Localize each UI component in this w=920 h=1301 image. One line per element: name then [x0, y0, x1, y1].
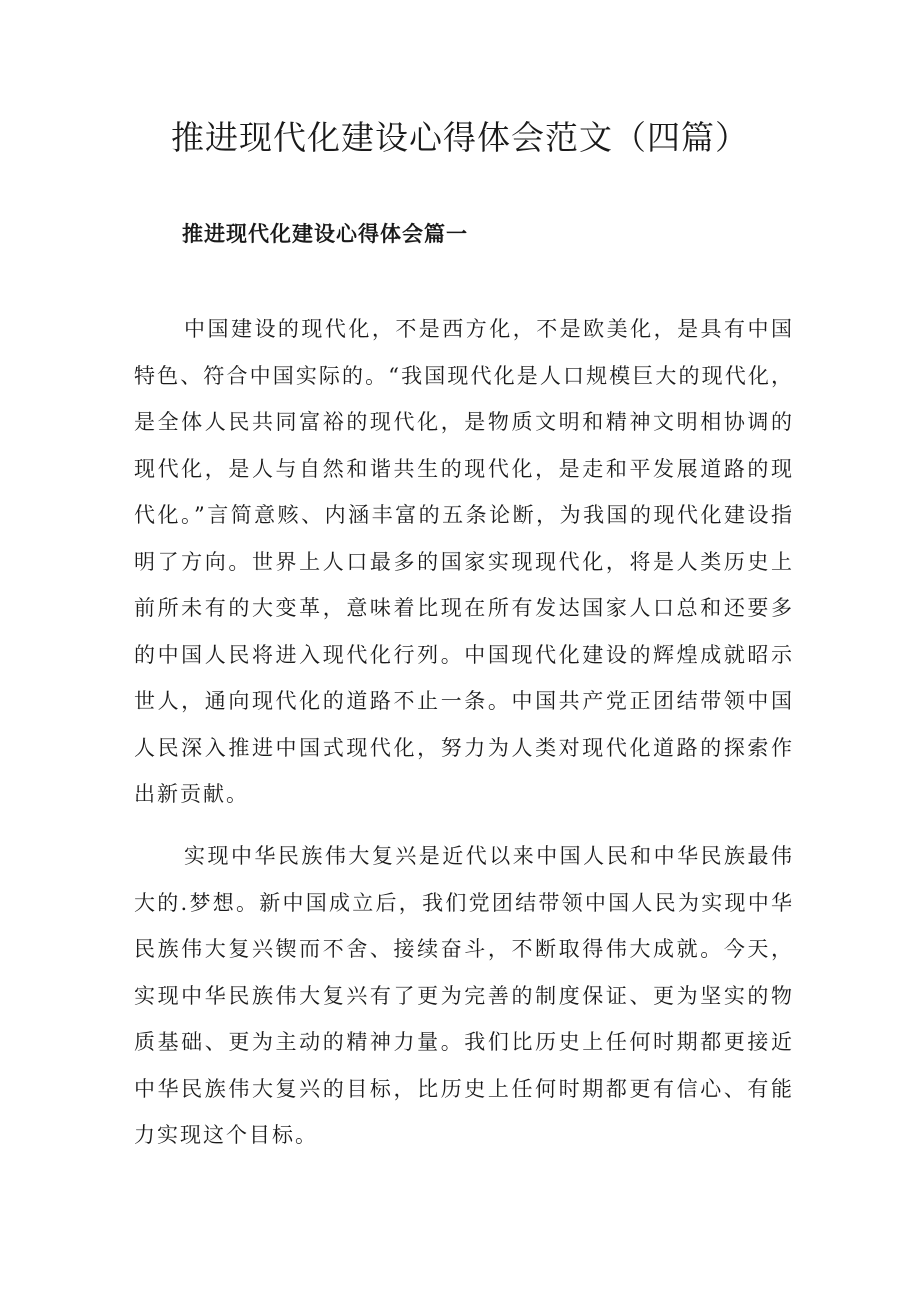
- section-heading: 推进现代化建设心得体会篇一: [182, 222, 468, 246]
- body-paragraph-1: 中国建设的现代化，不是西方化，不是欧美化，是具有中国特色、符合中国实际的。“我国现代化是人口规模巨大的现代化，是全体人民共同富裕的现代化，是物质文明和精神文明相协调的现代化，是人与自然和谐共生的现代化，是走和平发展道路的现代化。”言简意赅、内涵丰富的五条论断，为我国的现代化建设指明了方向。世界上人口最多的国家实现现代化，将是人类历史上前所未有的大变革，意味着比现在所有发达国家人口总和还要多的中国人民将进入现代化行列。中国现代化建设的辉煌成就昭示世人，通向现代化的道路不止一条。中国共产党正团结带领中国人民深入推进中国式现代化，努力为人类对现代化道路的探索作出新贡献。: [134, 317, 794, 806]
- document-title: 推进现代化建设心得体会范文（四篇）: [171, 118, 749, 157]
- body-paragraph-2: 实现中华民族伟大复兴是近代以来中国人民和中华民族最伟大的.梦想。新中国成立后，我们党团结带领中国人民为实现中华民族伟大复兴锲而不舍、接续奋斗，不断取得伟大成就。今天，实现中华民族伟大复兴有了更为完善的制度保证、更为坚实的物质基础、更为主动的精神力量。我们比历史上任何时期都更接近中华民族伟大复兴的目标，比历史上任何时期都更有信心、有能力实现这个目标。: [134, 844, 794, 1147]
